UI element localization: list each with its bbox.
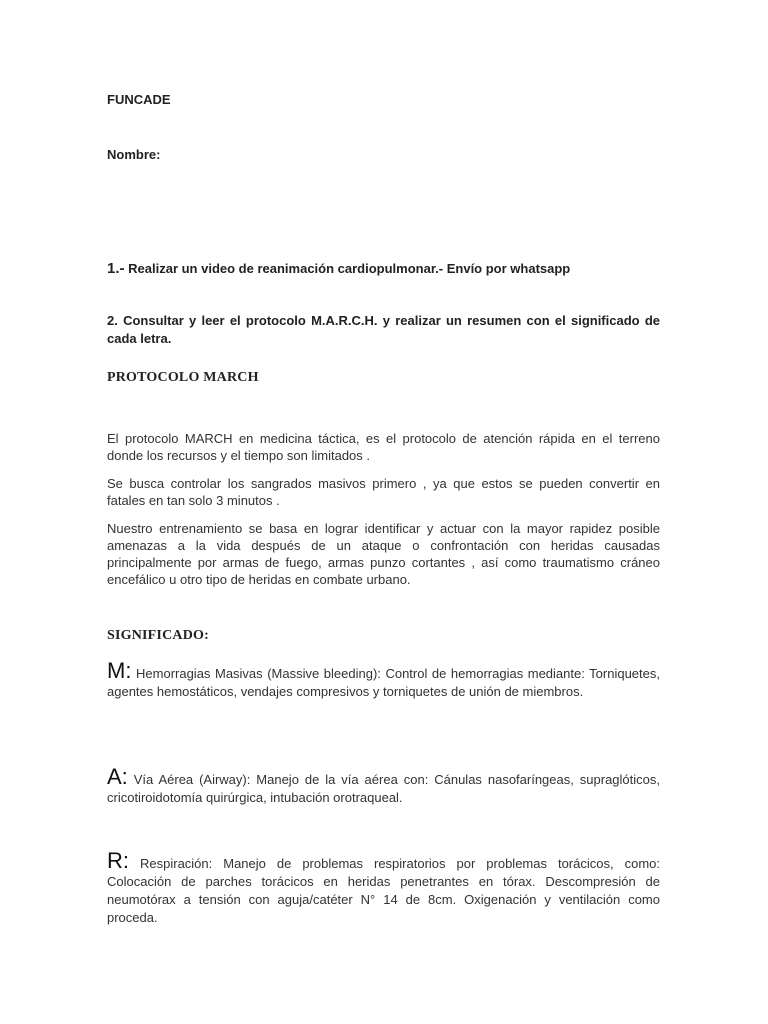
meaning-item-m-text: Hemorragias Masivas (Massive bleeding): Control de hemorragias mediante: Torniquetes, agentes hemostáticos, vendajes compresivos y torniquetes de unión de miembros.	[107, 666, 660, 699]
name-label: Nombre:	[107, 147, 161, 162]
meaning-item-a-text: Vía Aérea (Airway): Manejo de la vía aérea con: Cánulas nasofaríngeas, supraglóticos, cricotiroidotomía quirúrgica, intubación orotraqueal.	[107, 772, 660, 805]
meaning-item-a	[107, 764, 660, 807]
letter-m: M:	[107, 658, 132, 683]
organization-title: FUNCADE	[107, 92, 171, 107]
meaning-heading: SIGNIFICADO:	[107, 628, 209, 643]
protocol-paragraph-3: Nuestro entrenamiento se basa en lograr identificar y actuar con la mayor rapidez posible amenazas a la vida después de un ataque o confrontación con heridas causadas principalmente por armas de fuego, armas punzo cortantes , así como traumatismo cráneo encefálico u otro tipo de heridas en combate urbano.	[107, 521, 660, 587]
protocol-paragraph-1: El protocolo MARCH en medicina táctica, es el protocolo de atención rápida en el terreno donde los recursos y el tiempo son limitados .	[107, 431, 660, 463]
task-2: 2. Consultar y leer el protocolo M.A.R.C.H. y realizar un resumen con el significado de cada letra.	[107, 313, 660, 346]
letter-r: R:	[107, 848, 129, 873]
meaning-item-m	[107, 658, 660, 701]
task-1	[107, 260, 570, 277]
task-1-number: 1.-	[107, 260, 125, 277]
task-1-text: Realizar un video de reanimación cardiopulmonar.- Envío por whatsapp	[128, 261, 571, 276]
meaning-item-r-text: Respiración: Manejo de problemas respiratorios por problemas torácicos, como: Colocación de parches torácicos en heridas penetrantes en tórax. Descompresión de neumotórax a tensión con aguja/catéter N° 14 de 8cm. Oxigenación y ventilación como proceda.	[107, 856, 660, 925]
meaning-item-r	[107, 848, 660, 927]
protocol-paragraph-2: Se busca controlar los sangrados masivos primero , ya que estos se pueden convertir en fatales en tan solo 3 minutos .	[107, 476, 660, 508]
letter-a: A:	[107, 764, 128, 789]
protocol-heading: PROTOCOLO MARCH	[107, 370, 259, 385]
